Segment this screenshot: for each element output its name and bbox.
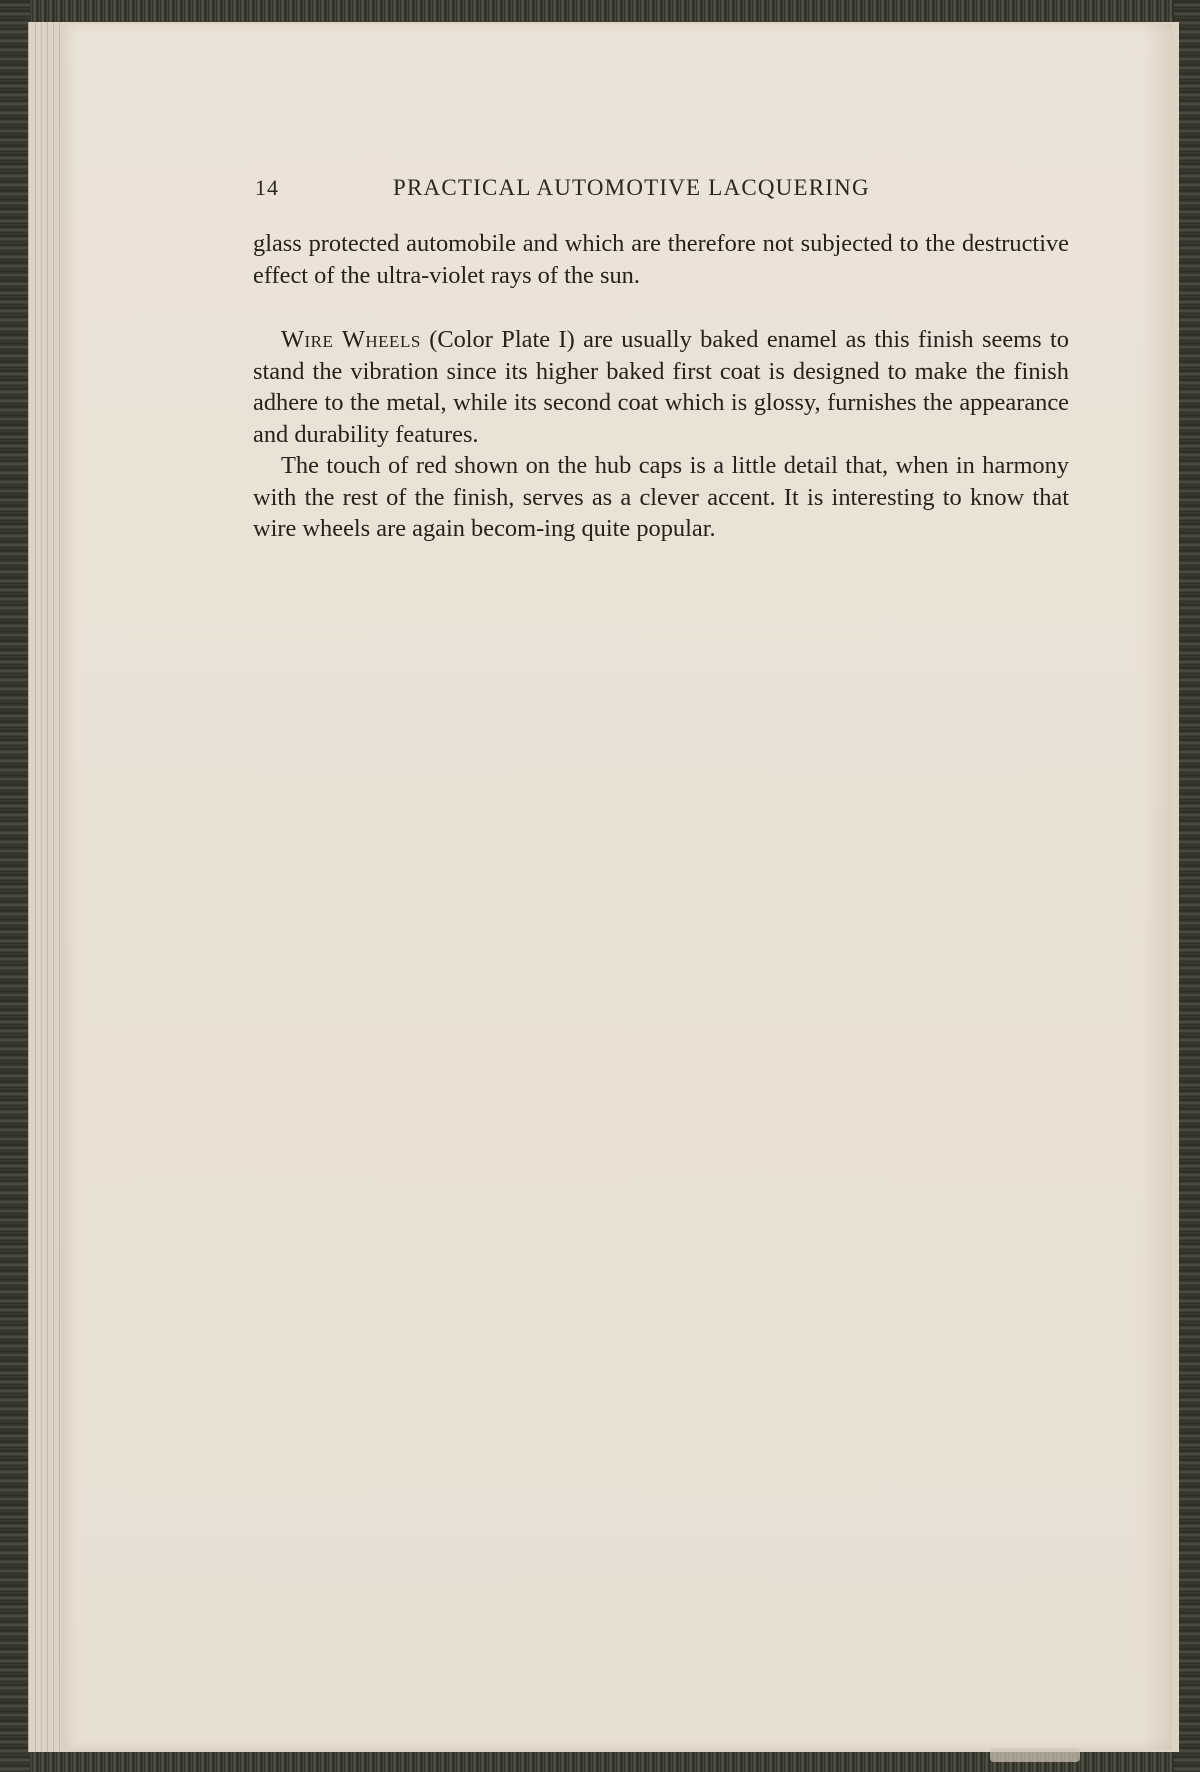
paragraph-hub-caps: The touch of red shown on the hub caps is a little detail that, when in harmony with the rest of the finish, serves as a clever accent. It is interesting to know that wire wheels are again becom-ing quite popular.	[253, 452, 1069, 542]
paragraph-body: (Color Plate I) are usually baked enamel as this finish seems to stand the vibration since its higher baked first coat is designed to make the finish adhere to the metal, while its second coat which is glossy, furnishes the appearance and durability features.	[253, 326, 1069, 448]
page-wear-mark	[990, 1748, 1080, 1762]
body-text	[253, 228, 1069, 545]
running-title: PRACTICAL AUTOMOTIVE LACQUERING	[393, 175, 870, 200]
binding-top-edge	[0, 0, 1200, 22]
paragraph-wire-wheels	[253, 324, 1069, 450]
running-head	[255, 175, 1075, 209]
paragraph-continuation: glass protected automobile and which are therefore not subjected to the destructive effect of the ultra-violet rays of the sun.	[253, 230, 1069, 289]
page-number: 14	[255, 175, 279, 200]
page-gutter-shadow	[1142, 24, 1172, 1749]
binding-left-edge	[0, 0, 30, 1772]
paragraph-lead-term: Wire Wheels	[281, 326, 421, 353]
